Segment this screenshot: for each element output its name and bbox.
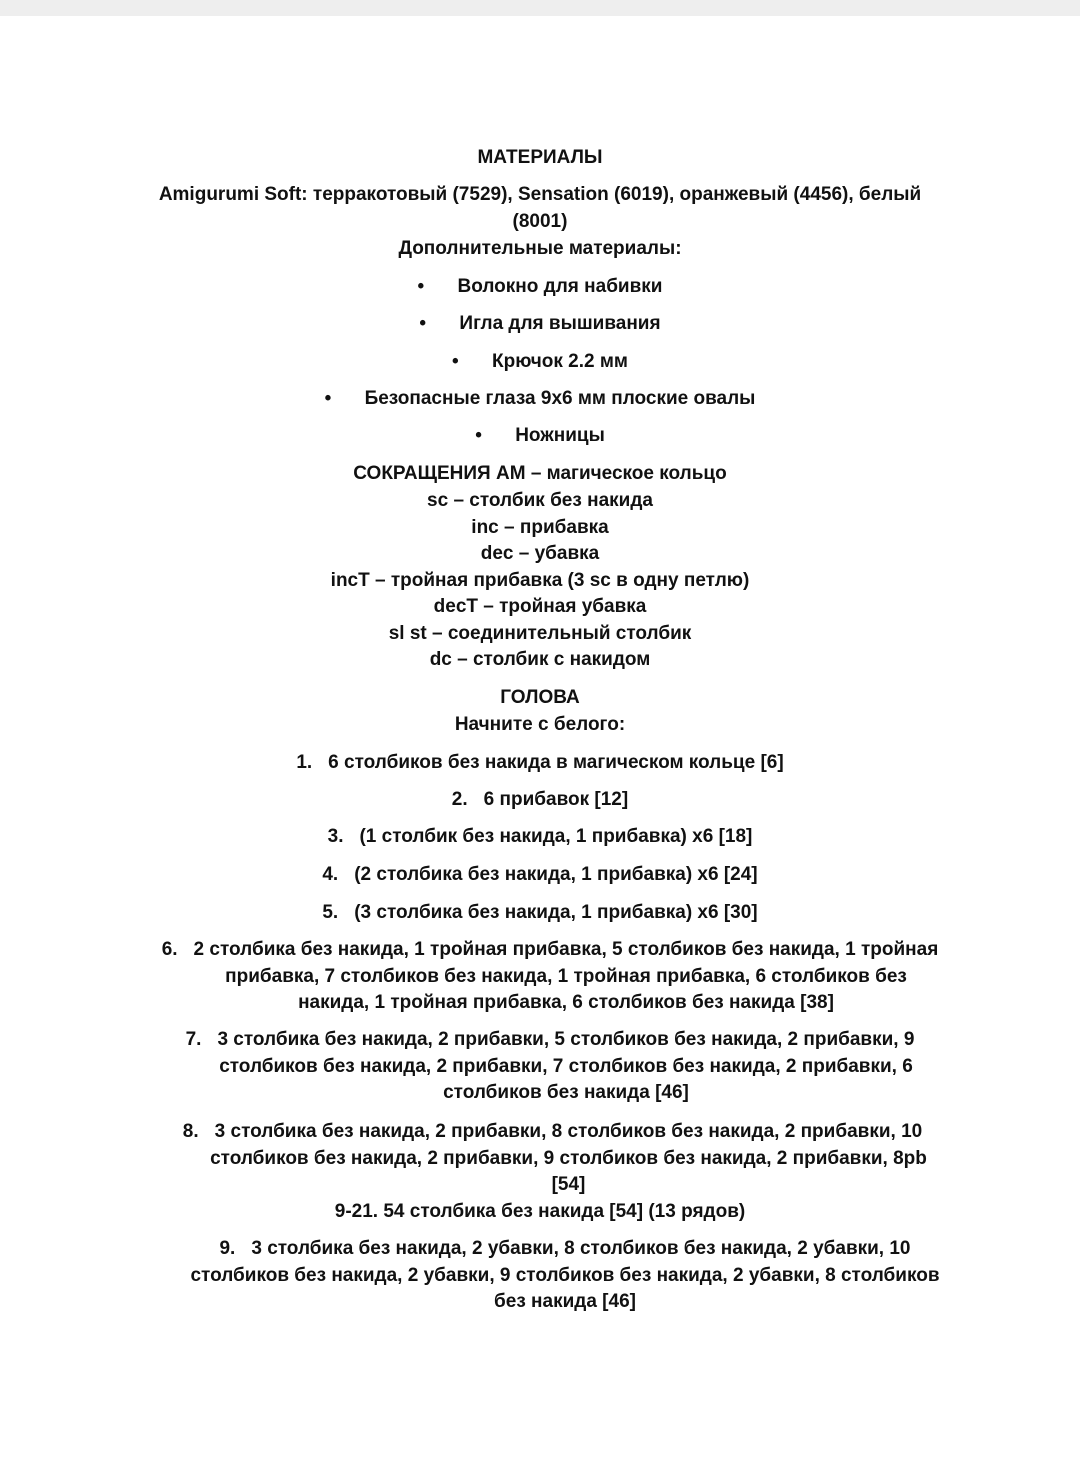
top-strip [0,0,1080,16]
materials-title: МАТЕРИАЛЫ [477,147,603,168]
bullet-icon: • [324,388,332,409]
head-title: ГОЛОВА [500,687,580,708]
abbreviation-line: dec – убавка [480,543,600,564]
round-8: 8. 3 столбика без накида, 2 прибавки, 8 столбиков без накида, 2 прибавки, 10 столбиков без накида, 2 прибавки, 9 столбиков без накида, 2 прибавки, 8pb [54] [182,1121,927,1195]
abbreviations-title: СОКРАЩЕНИЯ AM – магическое кольцо [353,463,727,484]
round-7: 7. 3 столбика без накида, 2 прибавки, 5 столбиков без накида, 2 прибавки, 9 столбиков без накида, 2 прибавки, 7 столбиков без накида, 2 прибавки, 6 столбиков без накида [46] [185,1029,915,1103]
round-number: 6. [161,939,178,960]
bullet-icon: • [417,276,425,297]
round-number: 8. [182,1121,199,1142]
round-number: 1. [296,752,313,773]
yarn-line-2: (8001) [512,211,568,232]
abbreviation-line: sc – столбик без накида [427,490,653,511]
round-1: 1. 6 столбиков без накида в магическом кольце [6] [0,750,1080,776]
rounds-9-21: 9-21. 54 столбика без накида [54] (13 рядов) [334,1201,746,1222]
abbreviation-line: decT – тройная убавка [433,596,647,617]
list-item: • Ножницы [0,423,1080,449]
round-3: 3. (1 столбик без накида, 1 прибавка) x6 [18] [0,824,1080,850]
round-number: 3. [327,826,344,847]
round-number: 2. [451,789,468,810]
head-start: Начните с белого: [454,714,626,735]
bullet-icon: • [419,313,427,334]
abbreviation-line: incT – тройная прибавка (3 sc в одну петлю) [330,570,750,591]
abbreviation-line: dc – столбик с накидом [429,649,651,670]
round-number: 4. [322,864,339,885]
round-2: 2. 6 прибавок [12] [0,787,1080,813]
abbreviation-line: inc – прибавка [471,517,609,538]
round-5: 5. (3 столбика без накида, 1 прибавка) x6 [30] [0,900,1080,926]
abbreviation-line: sl st – соединительный столбик [388,623,692,644]
extra-materials-title: Дополнительные материалы: [398,238,682,259]
document-page [0,16,1080,1474]
round-6: 6. 2 столбика без накида, 1 тройная прибавка, 5 столбиков без накида, 1 тройная прибавка, 7 столбиков без накида, 1 тройная прибавка, 6 столбиков без накида, 1 тройная прибавка, 6 столбиков без накида [38] [161,939,939,1013]
round-number: 7. [185,1029,202,1050]
round-4: 4. (2 столбика без накида, 1 прибавка) x6 [24] [0,862,1080,888]
list-item: • Крючок 2.2 мм [0,349,1080,375]
round-number: 9. [219,1238,236,1259]
bullet-icon: • [452,351,459,372]
round-number: 5. [322,902,339,923]
round-9: 9. 3 столбика без накида, 2 убавки, 8 столбиков без накида, 2 убавки, 10 столбиков без накида, 2 убавки, 9 столбиков без накида, 2 убавки, 8 столбиков без накида [46] [190,1238,940,1312]
list-item: • Игла для вышивания [0,311,1080,337]
list-item: • Волокно для набивки [0,274,1080,300]
bullet-icon: • [475,425,482,446]
yarn-line-1: Amigurumi Soft: терракотовый (7529), Sensation (6019), оранжевый (4456), белый [158,184,922,205]
list-item: • Безопасные глаза 9x6 мм плоские овалы [0,386,1080,412]
